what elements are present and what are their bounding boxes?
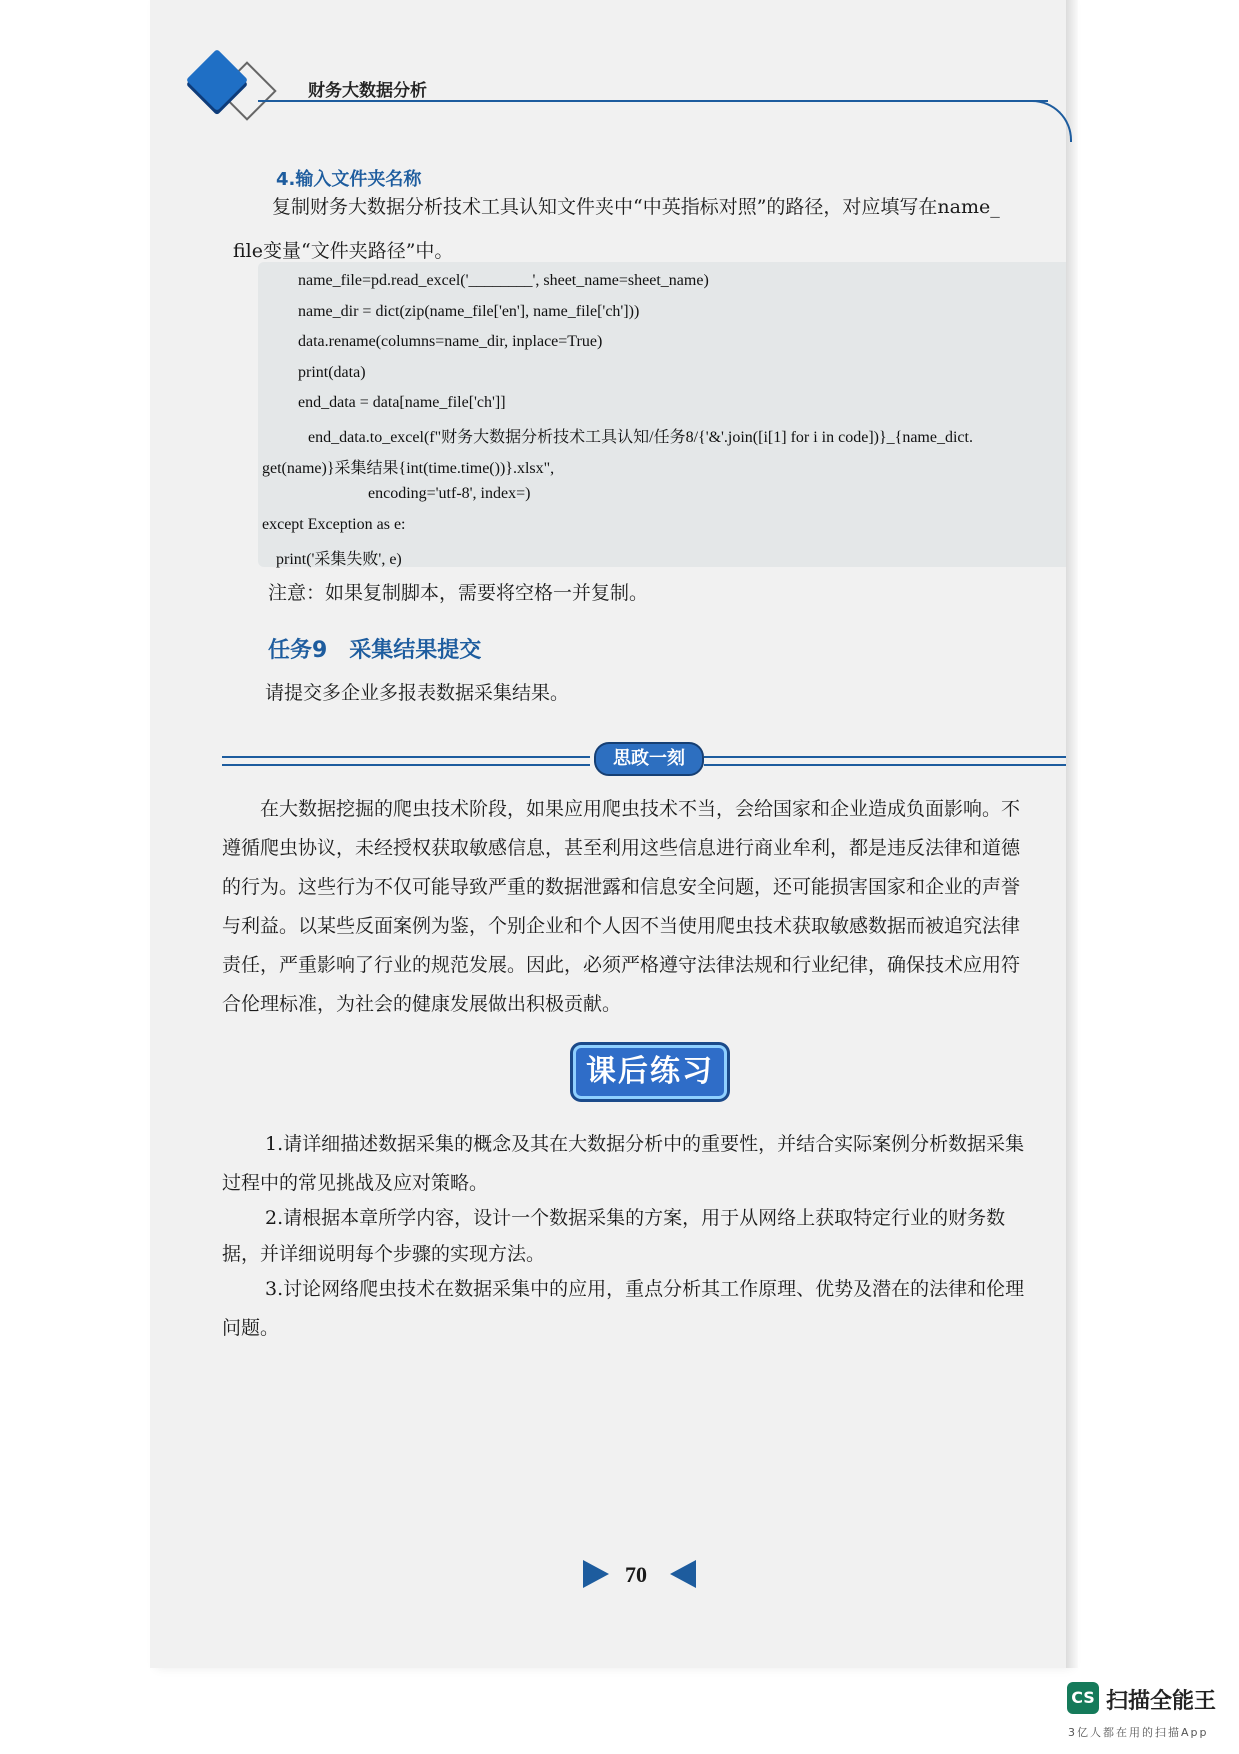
question-line: 1.请详细描述数据采集的概念及其在大数据分析中的重要性，并结合实际案例分析数据采集 — [265, 1133, 1025, 1155]
code-line: except Exception as e: — [262, 516, 406, 533]
page-arrow-left-icon — [670, 1560, 696, 1588]
question-line: 过程中的常见挑战及应对策略。 — [222, 1172, 489, 1194]
code-line: print('采集失败', e) — [276, 551, 402, 568]
question-line: 3.讨论网络爬虫技术在数据采集中的应用，重点分析其工作原理、优势及潜在的法律和伦理 — [265, 1278, 1025, 1300]
question-line: 2.请根据本章所学内容，设计一个数据采集的方案，用于从网络上获取特定行业的财务数 — [265, 1207, 1006, 1229]
paragraph-line: file变量“文件夹路径”中。 — [233, 240, 454, 262]
code-line: name_file=pd.read_excel('________', sheet_name=sheet_name) — [298, 272, 709, 289]
code-line: end_data.to_excel(f"财务大数据分析技术工具认知/任务8/{'&'.join([i[1] for i in code])}_{name_dict. — [308, 429, 973, 446]
page-number: 70 — [625, 1562, 647, 1587]
divider-right — [704, 756, 1066, 766]
watermark-name: 扫描全能王 — [1106, 1689, 1217, 1714]
watermark-subtitle: 3亿人都在用的扫描App — [1068, 1726, 1209, 1739]
paragraph-line: 在大数据挖掘的爬虫技术阶段，如果应用爬虫技术不当，会给国家和企业造成负面影响。不 — [260, 798, 1021, 820]
camscanner-logo-icon: CS — [1067, 1682, 1099, 1714]
divider-left — [222, 756, 590, 766]
section-heading: 4.输入文件夹名称 — [276, 169, 422, 190]
code-line: get(name)}采集结果{int(time.time())}.xlsx", — [262, 460, 555, 477]
code-line: data.rename(columns=name_dir, inplace=True) — [298, 333, 603, 350]
paragraph-line: 复制财务大数据分析技术工具认知文件夹中“中英指标对照”的路径，对应填写在name_ — [272, 196, 1000, 218]
exercise-title: 课后练习 — [573, 1045, 727, 1099]
page-arrow-right-icon — [583, 1560, 609, 1588]
question-line: 问题。 — [222, 1317, 280, 1339]
note-text: 注意：如果复制脚本，需要将空格一并复制。 — [268, 582, 649, 604]
task-heading: 任务9 采集结果提交 — [268, 638, 482, 663]
code-line: encoding='utf-8', index=) — [368, 485, 531, 502]
paragraph-line: 合伦理标准，为社会的健康发展做出积极贡献。 — [222, 993, 622, 1015]
code-line: print(data) — [298, 364, 366, 381]
paragraph-line: 遵循爬虫协议，未经授权获取敏感信息，甚至利用这些信息进行商业牟利，都是违反法律和道德 — [222, 837, 1021, 859]
ideology-badge: 思政一刻 — [594, 742, 704, 776]
task-text: 请提交多企业多报表数据采集结果。 — [265, 682, 570, 704]
paragraph-line: 的行为。这些行为不仅可能导致严重的数据泄露和信息安全问题，还可能损害国家和企业的声誉 — [222, 876, 1021, 898]
paragraph-line: 与利益。以某些反面案例为鉴，个别企业和个人因不当使用爬虫技术获取敏感数据而被追究法律 — [222, 915, 1021, 937]
paragraph-line: 责任，严重影响了行业的规范发展。因此，必须严格遵守法律法规和行业纪律，确保技术应用符 — [222, 954, 1021, 976]
code-line: end_data = data[name_file['ch']] — [298, 394, 506, 411]
header-rule — [258, 100, 1048, 102]
question-line: 据，并详细说明每个步骤的实现方法。 — [222, 1243, 546, 1265]
header-title: 财务大数据分析 — [308, 81, 427, 101]
code-line: name_dir = dict(zip(name_file['en'], name_file['ch'])) — [298, 303, 640, 320]
ideology-paragraph — [222, 790, 1072, 1024]
